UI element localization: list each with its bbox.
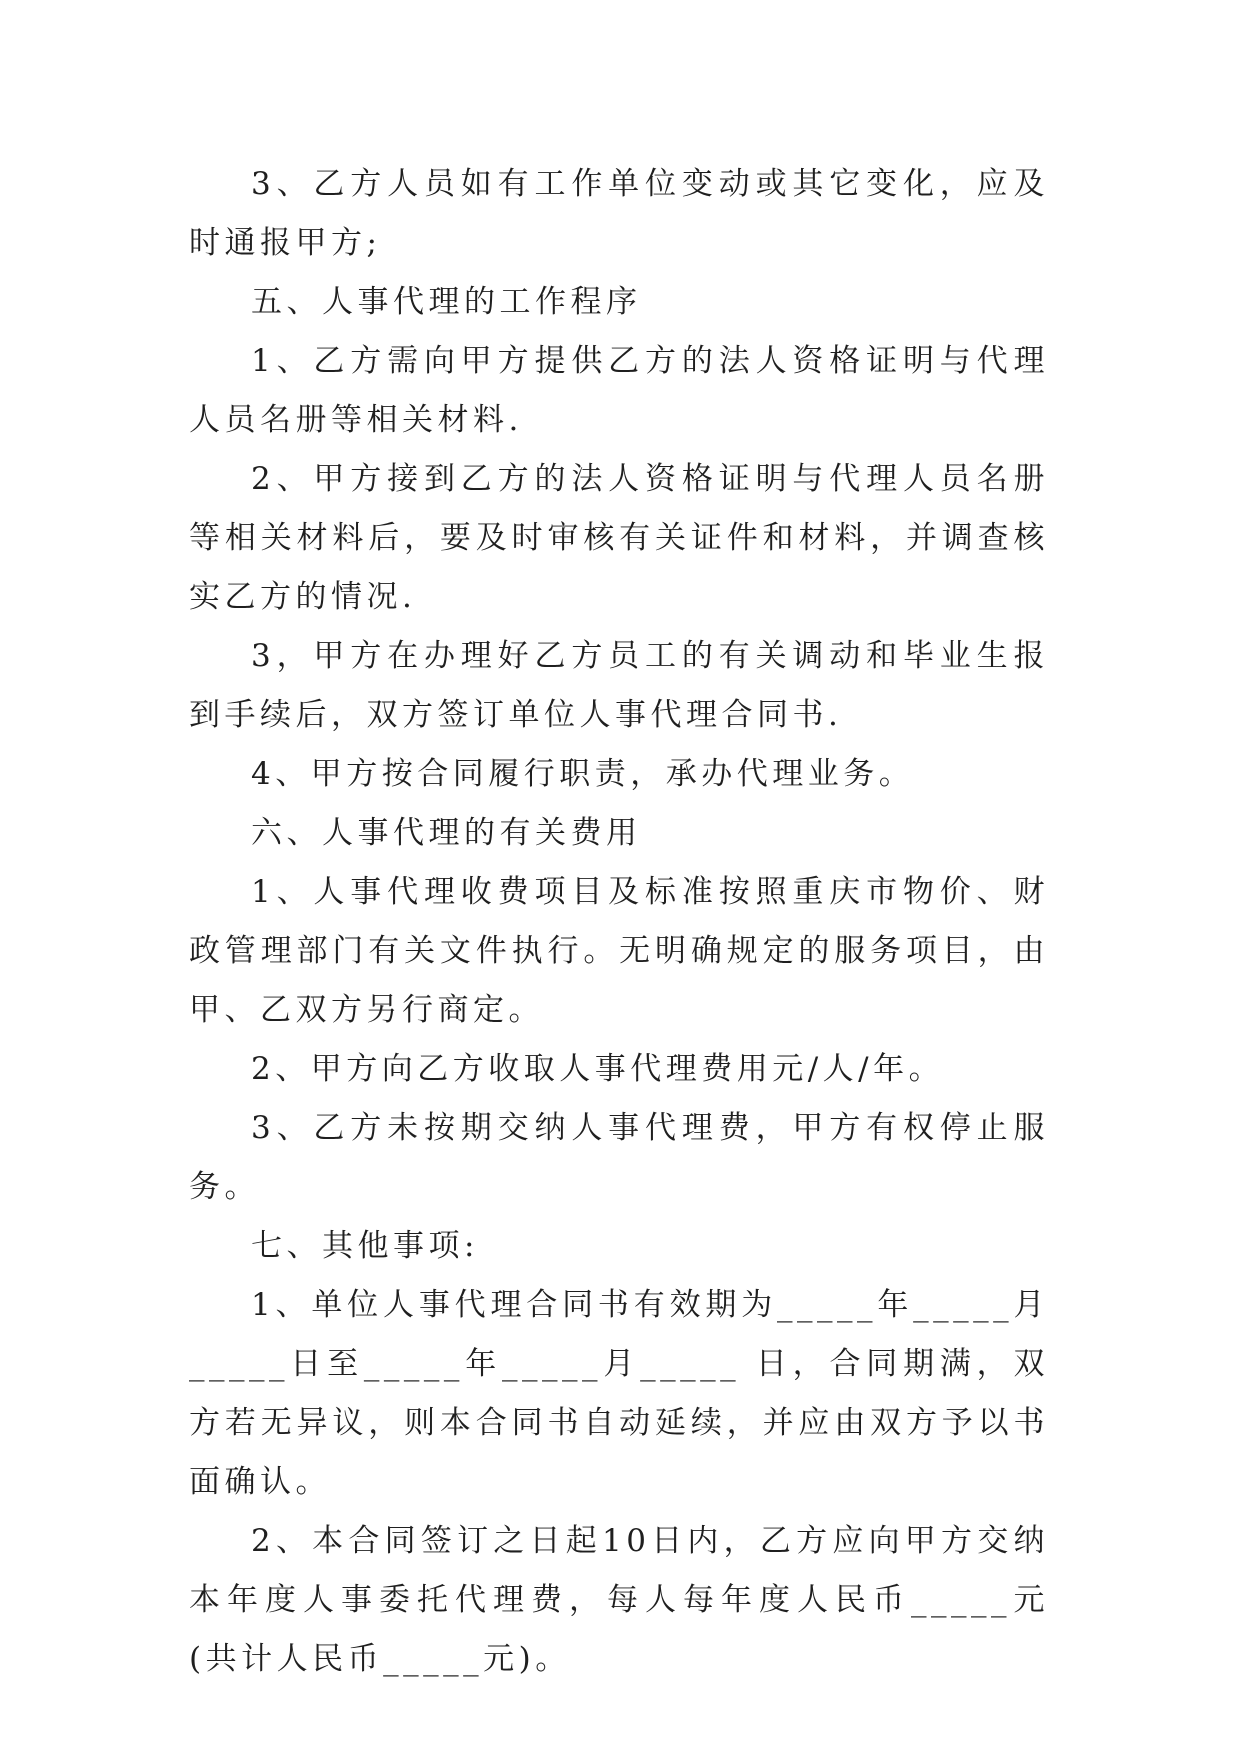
paragraph-payment-terms: 2、本合同签订之日起10日内，乙方应向甲方交纳本年度人事委托代理费，每人每年度人民币_____元(共计人民币_____元)。 [189, 1523, 1049, 1677]
paragraph-notify-changes: 3、乙方人员如有工作单位变动或其它变化，应及时通报甲方; [189, 166, 1049, 261]
paragraph-fee-standard: 1、人事代理收费项目及标准按照重庆市物价、财政管理部门有关文件执行。无明确规定的服务项目，由甲、乙双方另行商定。 [189, 874, 1049, 1028]
paragraph-provide-materials: 1、乙方需向甲方提供乙方的法人资格证明与代理人员名册等相关材料. [189, 343, 1049, 438]
paragraph-fee-amount: 2、甲方向乙方收取人事代理费用元/人/年。 [251, 1051, 945, 1087]
paragraph-review-materials: 2、甲方接到乙方的法人资格证明与代理人员名册等相关材料后，要及时审核有关证件和材料，并调查核实乙方的情况. [189, 461, 1049, 615]
heading-section-seven: 七、其他事项: [251, 1228, 479, 1264]
document-body [189, 155, 1049, 1689]
paragraph-late-payment: 3、乙方未按期交纳人事代理费，甲方有权停止服务。 [189, 1110, 1049, 1205]
paragraph-validity-period: 1、单位人事代理合同书有效期为_____年_____月_____日至_____年_____月_____ 日，合同期满，双方若无异议，则本合同书自动延续，并应由双方予以书面确认。 [189, 1287, 1049, 1500]
heading-section-five: 五、人事代理的工作程序 [251, 284, 642, 320]
heading-section-six: 六、人事代理的有关费用 [251, 815, 642, 851]
paragraph-perform-duties: 4、甲方按合同履行职责，承办代理业务。 [251, 756, 915, 792]
paragraph-sign-contract: 3，甲方在办理好乙方员工的有关调动和毕业生报到手续后，双方签订单位人事代理合同书. [189, 638, 1049, 733]
